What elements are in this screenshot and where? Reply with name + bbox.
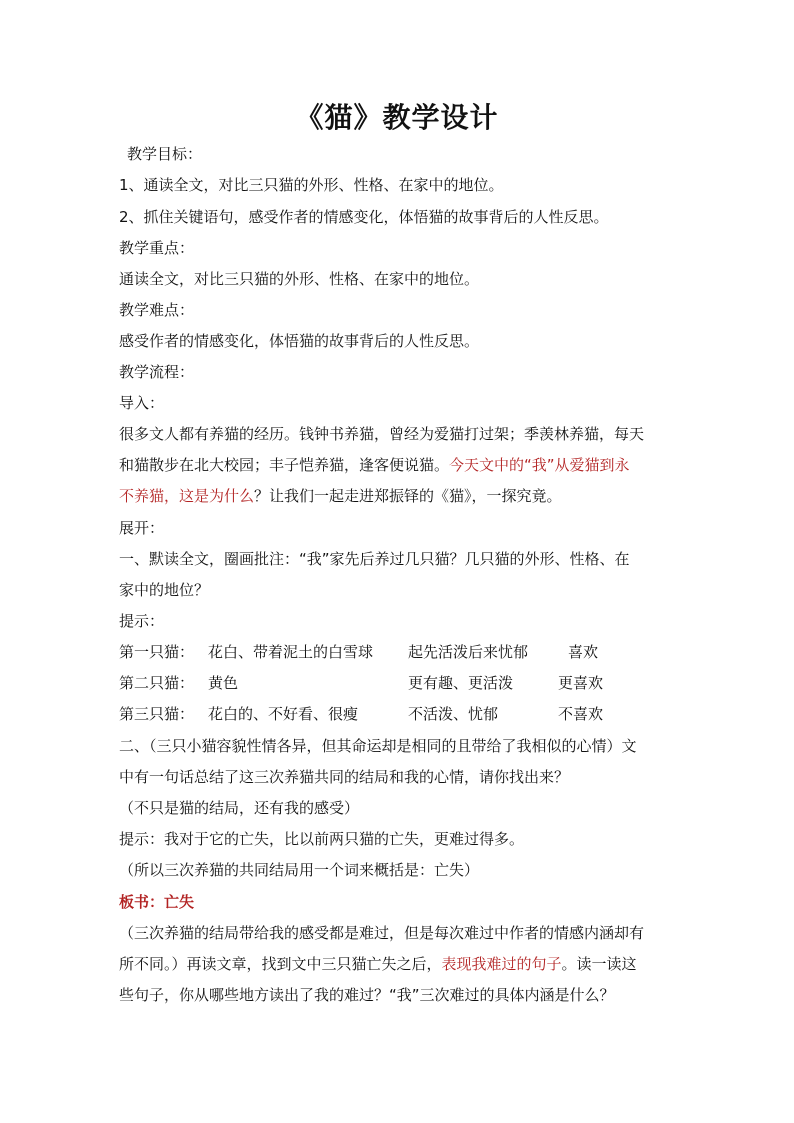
task2-hint: 提示：我对于它的亡失，比以前两只猫的亡失，更难过得多。 [119,830,525,848]
cat-name: 第一只猫： [119,643,195,661]
cat-look: 黄色 [208,674,239,692]
task3-line-1: （三次养猫的结局带给我的感受都是难过，但是每次难过中作者的情感内涵却有 [119,924,645,942]
intro-line-3 [119,486,689,506]
intro-highlight-2: 不养猫，这是为什么 [119,487,255,505]
intro-highlight-1: 今天文中的“我”从爱猫到永 [449,456,630,474]
cat-character: 不活泼、忧郁 [408,705,499,723]
board-label: 板书：亡失 [119,893,195,911]
task2-note: （不只是猫的结局，还有我的感受） [119,799,360,817]
objectives-heading: 教学目标： [127,145,203,163]
cat-look: 花白的、不好看、很瘦 [208,705,359,723]
task3-line-3: 些句子，你从哪些地方读出了我的难过？“我”三次难过的具体内涵是什么？ [119,986,615,1004]
difficulty-heading: 教学难点： [119,301,195,319]
cat-character: 起先活泼后来忧郁 [408,643,529,661]
intro-line-1: 很多文人都有养猫的经历。钱钟书养猫，曾经为爱猫打过架；季羡林养猫，每天 [119,425,645,443]
task3-line-2 [119,954,689,974]
cat-character: 更有趣、更活泼 [408,674,514,692]
cat-status: 喜欢 [568,643,599,661]
intro-line-2 [119,455,689,475]
intro-line-3-text: ？让我们一起走进郑振铎的《猫》，一探究竟。 [254,487,562,505]
key-point: 通读全文，对比三只猫的外形、性格、在家中的地位。 [119,270,480,288]
process-heading: 教学流程： [119,363,195,381]
task3-line-2-text: 所不同。）再读文章，找到文中三只猫亡失之后， [119,955,442,973]
cat-status: 更喜欢 [558,674,604,692]
task3-highlight: 表现我难过的句子 [441,955,562,973]
difficulty-point: 感受作者的情感变化，体悟猫的故事背后的人性反思。 [119,332,480,350]
task1-line-2: 家中的地位？ [119,581,210,599]
cat-look: 花白、带着泥土的白雪球 [208,643,374,661]
task1-line-1: 一、默读全文，圈画批注：“我”家先后养过几只猫？几只猫的外形、性格、在 [119,550,630,568]
hint-heading: 提示： [119,612,165,630]
intro-line-2-text: 和猫散步在北大校园；丰子恺养猫，逢客便说猫。 [119,456,450,474]
task3-line-2-end: 。读一读这 [561,955,637,973]
cat-name: 第三只猫： [119,705,195,723]
develop-heading: 展开： [119,519,165,537]
objective-1: 1、通读全文，对比三只猫的外形、性格、在家中的地位。 [119,176,504,194]
intro-heading: 导入： [119,394,165,412]
objective-2: 2、抓住关键语句，感受作者的情感变化，体悟猫的故事背后的人性反思。 [119,208,609,226]
document-title: 《猫》教学设计 [295,101,499,134]
key-heading: 教学重点： [119,239,195,257]
task2-line-2: 中有一句话总结了这三次养猫共同的结局和我的心情，请你找出来？ [119,768,570,786]
cat-status: 不喜欢 [558,705,604,723]
task2-summary: （所以三次养猫的共同结局用一个词来概括是：亡失） [119,861,480,879]
cat-name: 第二只猫： [119,674,195,692]
task2-line-1: 二、（三只小猫容貌性情各异，但其命运却是相同的且带给了我相似的心情）文 [119,737,637,755]
